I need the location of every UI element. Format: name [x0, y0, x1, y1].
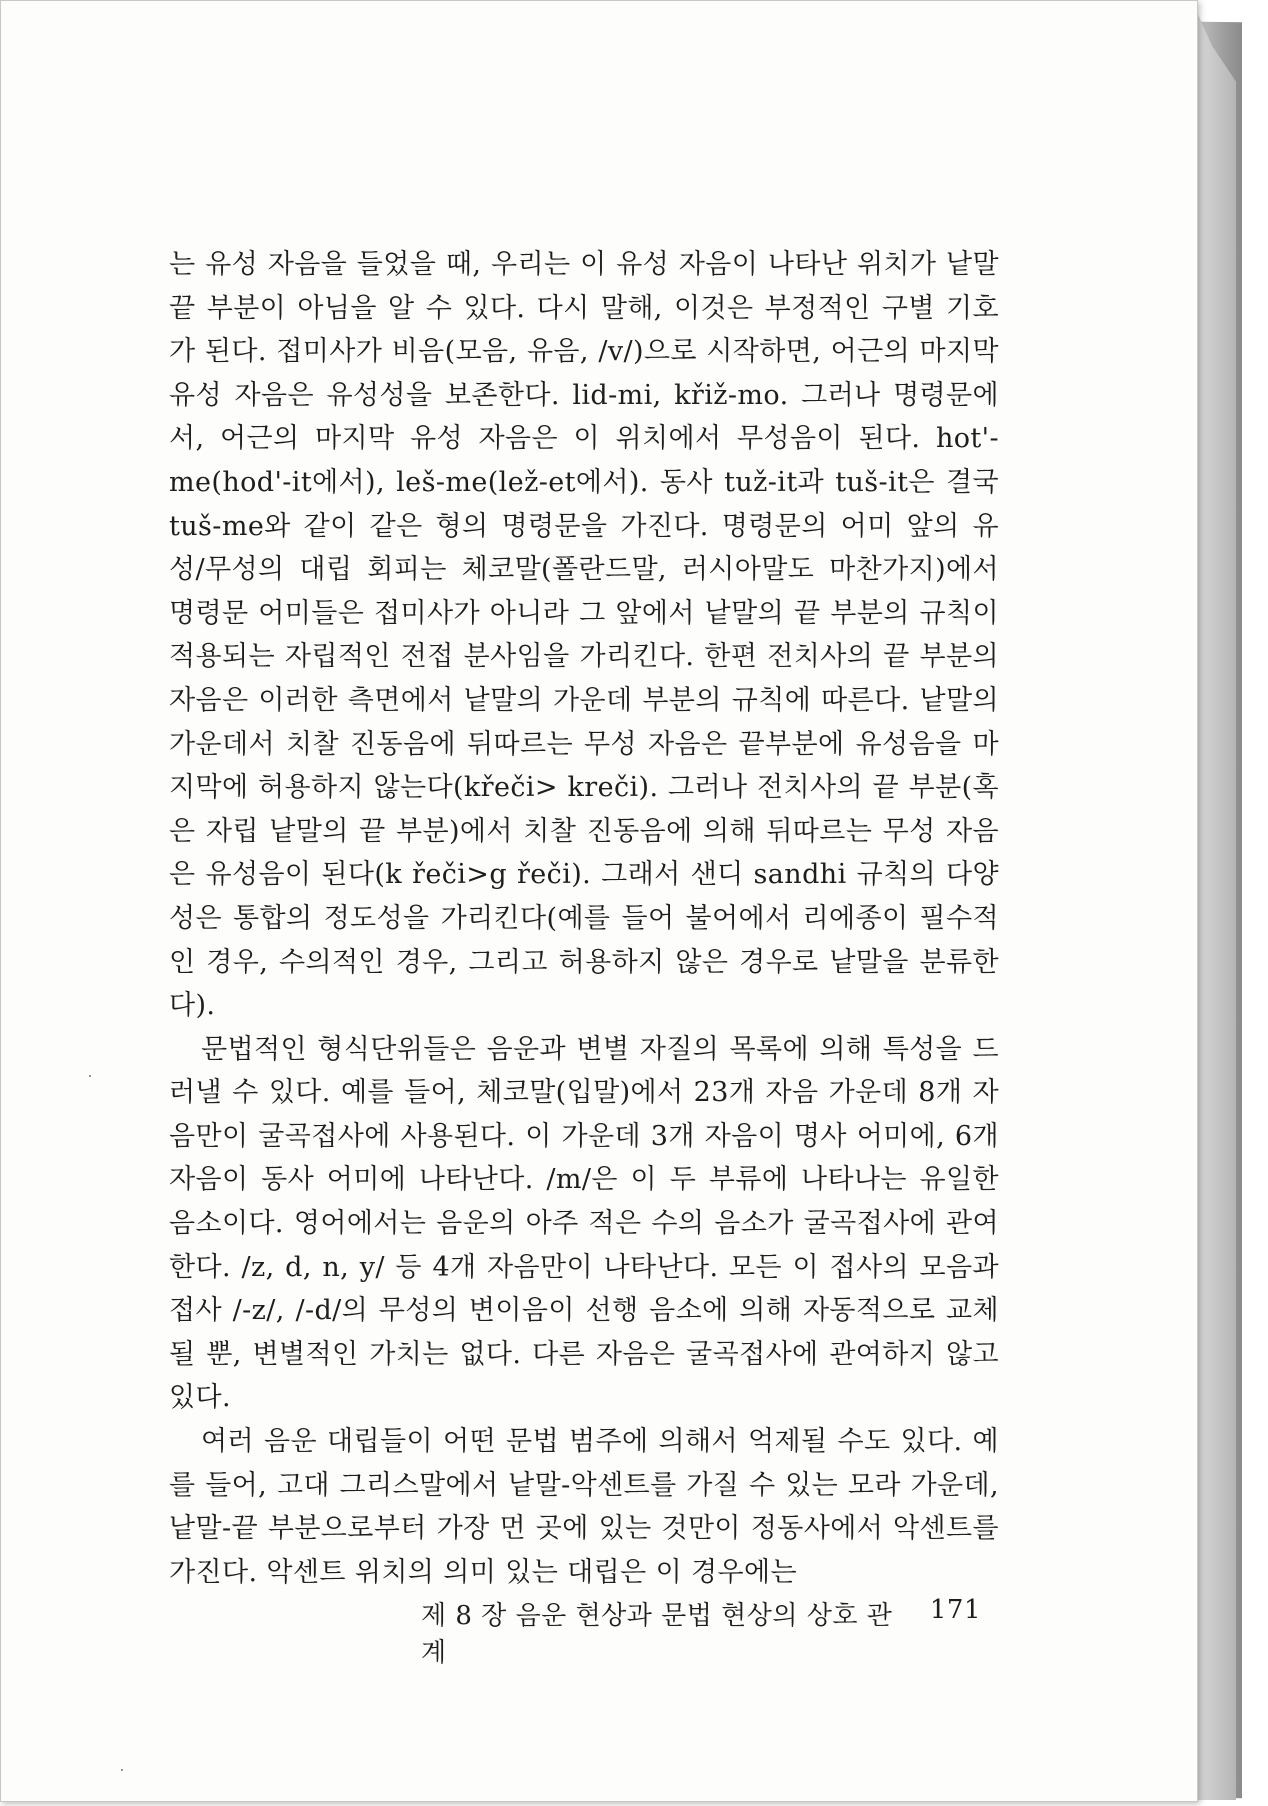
print-speck [89, 1075, 91, 1077]
running-head: 제 8 장 음운 현상과 문법 현상의 상호 관계 [421, 1601, 893, 1668]
paragraph-1: 는 유성 자음을 들었을 때, 우리는 이 유성 자음이 나타난 위치가 낱말 끝 부분이 아님을 알 수 있다. 다시 말해, 이것은 부정적인 구별 기호가 된다. 접미사가 비음(모음, 유음, /v/)으로 시작하면, 어근의 마지막 유성 자음은 유성성을 보존한다. lid-mi, křiž-mo. 그러나 명령문에서, 어근의 마지막 유성 자음은 이 위치에서 무성음이 된다. hot'-me(hod'-it에서), leš-me(lež-et에서). 동사 tuž-it과 tuš-it은 결국 tuš-me와 같이 같은 형의 명령문을 가진다. 명령문의 어미 앞의 유성/무성의 대립 회피는 체코말(폴란드말, 러시아말도 마찬가지)에서 명령문 어미들은 접미사가 아니라 그 앞에서 낱말의 끝 부분의 규칙이 적용되는 자립적인 전접 분사임을 가리킨다. 한편 전치사의 끝 부분의 자음은 이러한 측면에서 낱말의 가운데 부분의 규칙에 따른다. 낱말의 가운데서 치찰 진동음에 뒤따르는 무성 자음은 끝부분에 유성음을 마지막에 허용하지 않는다(křeči> kreči). 그러나 전치사의 끝 부분(혹은 자립 낱말의 끝 부분)에서 치찰 진동음에 의해 뒤따르는 무성 자음은 유성음이 된다(k řeči>g řeči). 그래서 샌디 sandhi 규칙의 다양성은 통합의 정도성을 가리킨다(예를 들어 불어에서 리에종이 필수적인 경우, 수의적인 경우, 그리고 허용하지 않은 경우로 낱말을 분류한다). [169, 249, 999, 1022]
paragraph-2: 문법적인 형식단위들은 음운과 변별 자질의 목록에 의해 특성을 드러낼 수 있다. 예를 들어, 체코말(입말)에서 23개 자음 가운데 8개 자음만이 굴곡접사에 사용된다. 이 가운데 3개 자음이 명사 어미에, 6개 자음이 동사 어미에 나타난다. /m/은 이 두 부류에 나타나는 유일한 음소이다. 영어에서는 음운의 아주 적은 수의 음소가 굴곡접사에 관여한다. /z, d, n, y/ 등 4개 자음만이 나타난다. 모든 이 접사의 모음과 접사 /-z/, /-d/의 무성의 변이음이 선행 음소에 의해 자동적으로 교체될 뿐, 변별적인 가치는 없다. 다른 자음은 굴곡접사에 관여하지 않고 있다. [169, 1033, 999, 1414]
paragraph-3: 여러 음운 대립들이 어떤 문법 범주에 의해서 억제될 수도 있다. 예를 들어, 고대 그리스말에서 낱말-악센트를 가질 수 있는 모라 가운데, 낱말-끝 부분으로부터 가장 먼 곳에 있는 것만이 정동사에서 악센트를 가진다. 악센트 위치의 의미 있는 대립은 이 경우에는 [169, 1426, 999, 1588]
book-page-stack [1196, 10, 1236, 1800]
page-footer [421, 1595, 981, 1669]
page-body [169, 243, 999, 1594]
print-speck [121, 1769, 123, 1771]
page-number: 171 [929, 1595, 981, 1625]
